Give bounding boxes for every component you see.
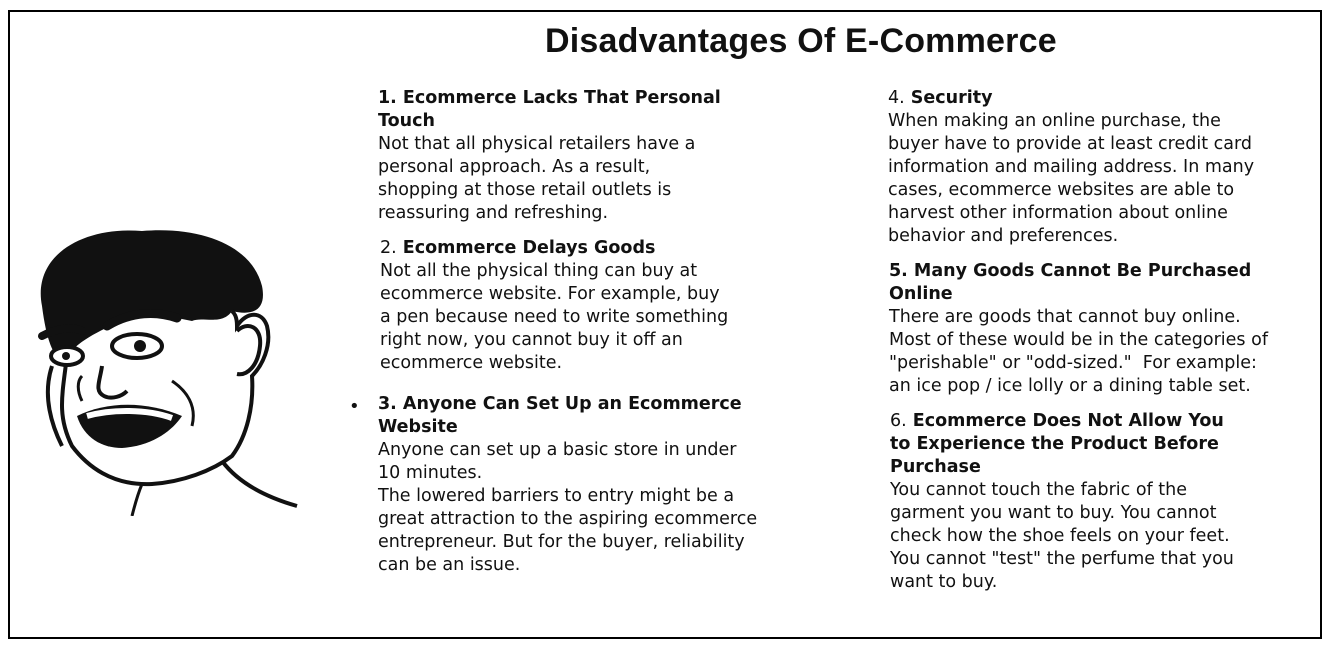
item-heading: Website	[378, 417, 458, 437]
item-body-line: shopping at those retail outlets is	[378, 180, 672, 200]
item-heading	[380, 237, 798, 260]
item-body-line: buyer have to provide at least credit card	[888, 134, 1252, 154]
page-title: Disadvantages Of E-Commerce	[545, 22, 1057, 60]
item-body-line: ecommerce website.	[380, 353, 563, 373]
item-body-line: can be an issue.	[378, 555, 521, 575]
item-number: 4.	[888, 88, 905, 108]
item-4	[888, 87, 1313, 248]
item-body-line: Not all the physical thing can buy at	[380, 261, 698, 281]
item-body-line: personal approach. As a result,	[378, 157, 651, 177]
right-column	[888, 87, 1313, 606]
item-heading: 1. Ecommerce Lacks That Personal	[378, 88, 721, 108]
item-heading: to Experience the Product Before	[890, 434, 1219, 454]
item-body-line: cases, ecommerce websites are able to	[888, 180, 1235, 200]
item-body-line: want to buy.	[890, 572, 998, 592]
item-heading: Online	[889, 284, 953, 304]
item-body-line: entrepreneur. But for the buyer, reliability	[378, 532, 745, 552]
item-body-line: 10 minutes.	[378, 463, 483, 483]
item-body-line: Most of these would be in the categories of	[889, 330, 1268, 350]
item-heading-text: Security	[910, 88, 993, 108]
item-body-line: You cannot touch the fabric of the	[890, 480, 1187, 500]
crying-meme-face-icon	[22, 216, 322, 516]
item-heading: Touch	[378, 111, 435, 131]
list-bullet: •	[349, 396, 360, 417]
item-heading-text: Ecommerce Delays Goods	[402, 238, 656, 258]
item-body-line: reassuring and refreshing.	[378, 203, 609, 223]
item-body-line: behavior and preferences.	[888, 226, 1119, 246]
item-3	[378, 393, 798, 577]
item-heading-text: Ecommerce Does Not Allow You	[912, 411, 1224, 431]
item-5	[889, 260, 1313, 398]
item-body-line: garment you want to buy. You cannot	[890, 503, 1217, 523]
item-heading: 3. Anyone Can Set Up an Ecommerce	[378, 394, 742, 414]
item-heading	[888, 87, 1313, 110]
item-body-line: great attraction to the aspiring ecommerce	[378, 509, 758, 529]
item-heading: Purchase	[890, 457, 981, 477]
item-heading	[890, 410, 1313, 433]
item-body-line: check how the shoe feels on your feet.	[890, 526, 1230, 546]
item-body-line: There are goods that cannot buy online.	[889, 307, 1241, 327]
item-number: 2.	[380, 238, 397, 258]
item-body-line: information and mailing address. In many	[888, 157, 1255, 177]
item-heading: 5. Many Goods Cannot Be Purchased	[889, 261, 1252, 281]
item-body-line: The lowered barriers to entry might be a	[378, 486, 735, 506]
item-body-line: a pen because need to write something	[380, 307, 729, 327]
item-body-line: an ice pop / ice lolly or a dining table set.	[889, 376, 1251, 396]
item-body-line: Not that all physical retailers have a	[378, 134, 696, 154]
left-column	[378, 87, 798, 589]
item-body-line: "perishable" or "odd-sized." For example:	[889, 353, 1257, 373]
item-1	[378, 87, 798, 225]
item-body-line: When making an online purchase, the	[888, 111, 1221, 131]
item-body-line: ecommerce website. For example, buy	[380, 284, 720, 304]
item-6	[890, 410, 1313, 594]
item-2	[380, 237, 798, 375]
item-body-line: Anyone can set up a basic store in under	[378, 440, 737, 460]
item-body-line: harvest other information about online	[888, 203, 1228, 223]
item-number: 6.	[890, 411, 907, 431]
item-body-line: You cannot "test" the perfume that you	[890, 549, 1234, 569]
item-body-line: right now, you cannot buy it off an	[380, 330, 683, 350]
